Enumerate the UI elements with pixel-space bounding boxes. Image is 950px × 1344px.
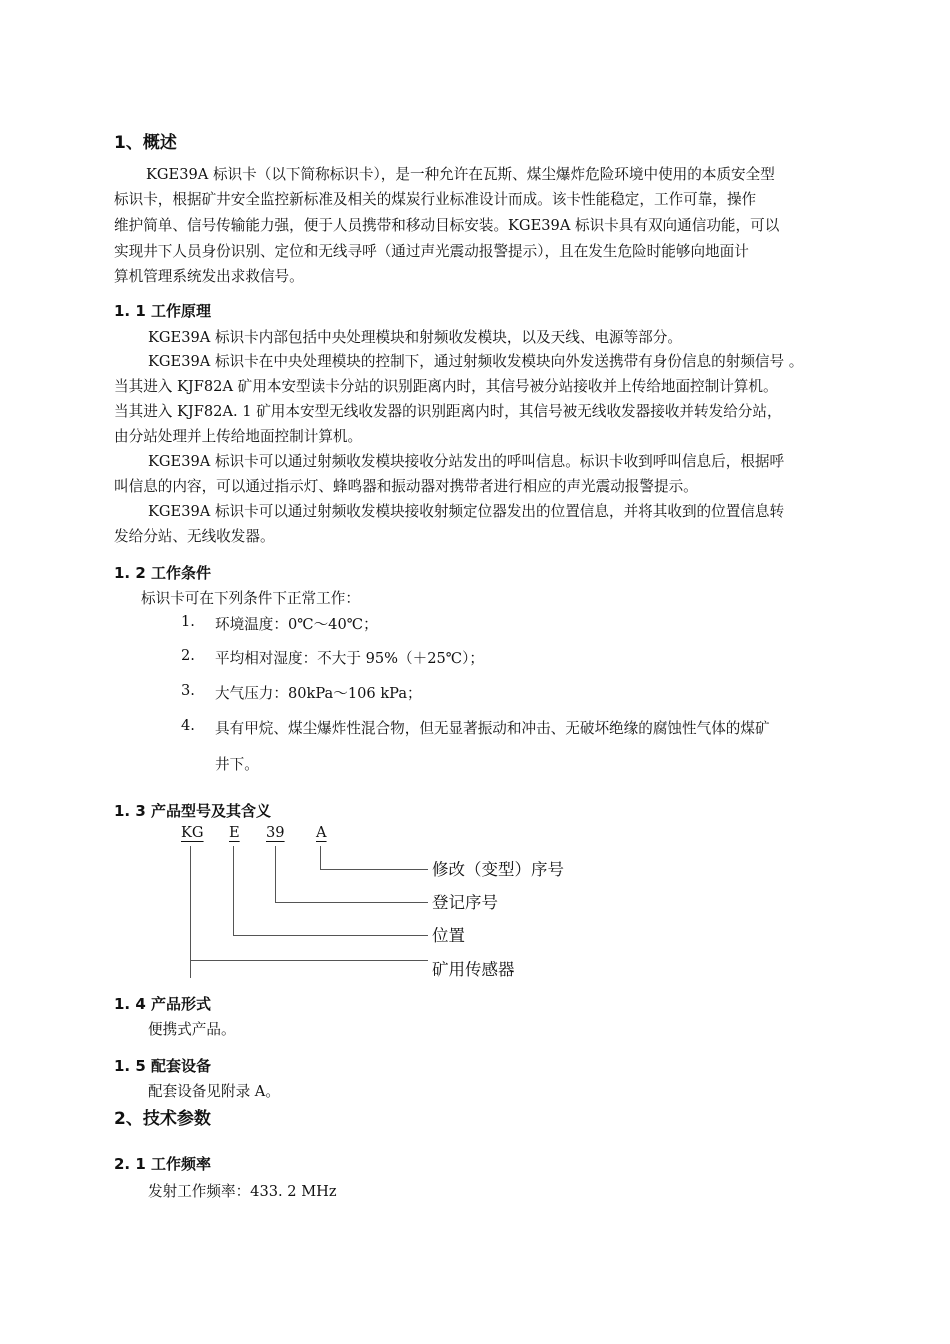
- label-position: 位置: [432, 926, 465, 945]
- code-e: E: [229, 824, 240, 841]
- list-item-text: 平均相对湿度：不大于 95%（＋25℃）；: [215, 650, 484, 667]
- list-item-number: 3.: [181, 682, 195, 699]
- paragraph-line: 维护简单、信号传输能力强，便于人员携带和移动目标安装。KGE39A 标识卡具有双向通信功能，可以: [114, 217, 780, 234]
- paragraph-line: 发给分站、无线收发器。: [114, 528, 275, 545]
- section-2-title: 2、技术参数: [114, 1109, 211, 1129]
- paragraph-line: 实现井下人员身份识别、定位和无线寻呼（通过声光震动报警提示），且在发生危险时能够向地面计: [114, 243, 749, 260]
- section-2-1-title: 2. 1 工作频率: [114, 1155, 212, 1173]
- paragraph-line: 由分站处理并上传给地面控制计算机。: [114, 428, 363, 445]
- product-form-text: 便携式产品。: [148, 1021, 236, 1038]
- list-item-number: 1.: [181, 613, 195, 630]
- paragraph-line: KGE39A 标识卡可以通过射频收发模块接收分站发出的呼叫信息。标识卡收到呼叫信息后，根据呼: [148, 453, 785, 470]
- paragraph-line: KGE39A 标识卡可以通过射频收发模块接收射频定位器发出的位置信息，并将其收到的位置信息转: [148, 503, 785, 520]
- section-1-5-title: 1. 5 配套设备: [114, 1057, 212, 1075]
- supporting-equipment-text: 配套设备见附录 A。: [148, 1083, 280, 1100]
- leader-line-kg-horizontal: [190, 960, 428, 961]
- leader-line-a: [320, 846, 321, 869]
- paragraph-line: 当其进入 KJF82A 矿用本安型读卡分站的识别距离内时，其信号被分站接收并上传给地面控制计算机。: [114, 378, 778, 395]
- leader-line-39: [275, 846, 276, 902]
- leader-line-e-horizontal: [233, 935, 428, 936]
- paragraph-line: 算机管理系统发出求救信号。: [114, 268, 304, 285]
- leader-line-a-horizontal: [320, 869, 428, 870]
- section-1-title: 1、概述: [114, 133, 177, 153]
- label-registration-number: 登记序号: [432, 893, 498, 912]
- label-revision-number: 修改（变型）序号: [432, 860, 564, 879]
- label-mining-sensor: 矿用传感器: [432, 960, 515, 979]
- section-1-3-title: 1. 3 产品型号及其含义: [114, 802, 272, 820]
- leader-line-e: [233, 846, 234, 935]
- code-a: A: [316, 824, 327, 841]
- list-item-text-continued: 井下。: [215, 756, 259, 773]
- list-item-number: 2.: [181, 647, 195, 664]
- list-item-text: 环境温度：0℃～40℃；: [215, 616, 378, 633]
- paragraph-line: 当其进入 KJF82A. 1 矿用本安型无线收发器的识别距离内时，其信号被无线收发器接收并转发给分站，: [114, 403, 782, 420]
- conditions-intro: 标识卡可在下列条件下正常工作：: [141, 590, 360, 607]
- leader-line-39-horizontal: [275, 902, 428, 903]
- section-1-2-title: 1. 2 工作条件: [114, 564, 212, 582]
- leader-line-kg: [190, 846, 191, 978]
- code-kg: KG: [181, 824, 204, 841]
- code-39: 39: [266, 824, 285, 841]
- working-frequency-text: 发射工作频率：433. 2 MHz: [148, 1183, 337, 1200]
- list-item-number: 4.: [181, 717, 195, 734]
- list-item-text: 具有甲烷、煤尘爆炸性混合物，但无显著振动和冲击、无破坏绝缘的腐蚀性气体的煤矿: [215, 720, 770, 737]
- list-item-text: 大气压力：80kPa～106 kPa；: [215, 685, 422, 702]
- paragraph-line: 叫信息的内容，可以通过指示灯、蜂鸣器和振动器对携带者进行相应的声光震动报警提示。: [114, 478, 698, 495]
- section-1-4-title: 1. 4 产品形式: [114, 995, 212, 1013]
- paragraph-line: KGE39A 标识卡内部包括中央处理模块和射频收发模块，以及天线、电源等部分。: [148, 329, 682, 346]
- paragraph-line: 标识卡，根据矿井安全监控新标准及相关的煤炭行业标准设计而成。该卡性能稳定，工作可靠，操作: [114, 191, 757, 208]
- paragraph-line: KGE39A 标识卡在中央处理模块的控制下，通过射频收发模块向外发送携带有身份信息的射频信号 。: [148, 353, 804, 370]
- paragraph-line: KGE39A 标识卡（以下简称标识卡），是一种允许在瓦斯、煤尘爆炸危险环境中使用的本质安全型: [146, 166, 775, 183]
- section-1-1-title: 1. 1 工作原理: [114, 302, 212, 320]
